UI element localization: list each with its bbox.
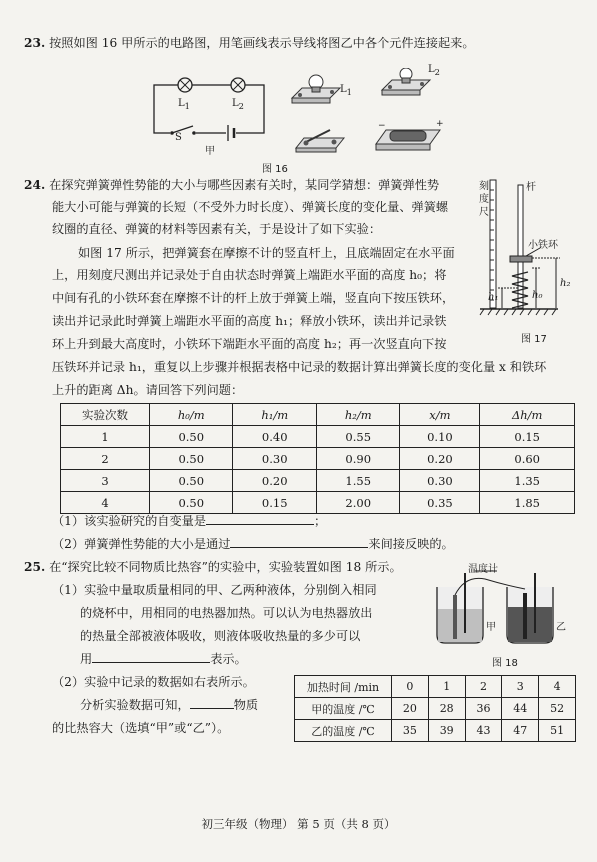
q25-number: 25. xyxy=(24,560,46,574)
fig16-caption: 图 16 xyxy=(262,164,288,175)
beaker-jia-label: 甲 xyxy=(486,622,496,633)
beaker-yi-label: 乙 xyxy=(556,622,566,633)
answer-blank-3[interactable] xyxy=(92,648,210,663)
table-header-row: 加热时间 /min 0 1 2 3 4 xyxy=(295,676,576,698)
lamp-holder-2 xyxy=(382,68,430,95)
q24-number: 24. xyxy=(24,178,46,192)
label-l1-b: $L_1$ xyxy=(340,84,352,97)
svg-text:+: + xyxy=(436,119,444,129)
table-row: 甲的温度 /℃ 20 28 36 44 52 xyxy=(295,698,576,720)
svg-text:−: − xyxy=(378,121,386,131)
components-illustration xyxy=(290,68,450,160)
lamp-l1-symbol xyxy=(178,78,192,92)
q25-data-table xyxy=(294,675,576,742)
table-row: 4 0.50 0.15 2.00 0.35 1.85 xyxy=(61,492,575,514)
q24-line-3: 如图 17 所示，把弹簧套在摩擦不计的竖直杆上，且底端固定在水平面 xyxy=(78,246,455,260)
beaker-jia xyxy=(437,573,483,643)
q24-line-6: 读出并记录此时弹簧上端距水平面的高度 h₁；释放小铁环，读出并记录铁 xyxy=(52,314,447,328)
fig17-caption: 图 17 xyxy=(521,334,547,345)
beakers-figure xyxy=(425,565,575,650)
iron-ring xyxy=(510,256,532,262)
q25-text: 25. 在“探究比较不同物质比热容”的实验中，实验装置如图 18 所示。 xyxy=(24,560,402,574)
spring xyxy=(512,272,528,308)
q23-text xyxy=(24,32,475,55)
label-jia: 甲 xyxy=(205,146,215,157)
table-row: 乙的温度 /℃ 35 39 43 47 51 xyxy=(295,720,576,742)
circuit-diagram xyxy=(140,75,280,150)
q24-line-2: 纹圈的直径、弹簧的材料等因素有关，于是设计了如下实验： xyxy=(52,222,382,236)
table-row: 3 0.50 0.20 1.55 0.30 1.35 xyxy=(61,470,575,492)
q24-line-8: 压铁环并记录 h₁，重复以上步骤并根据表格中记录的数据计算出弹簧长度的变化量 x 和铁环 xyxy=(52,360,547,374)
q25-sub1-line-1: 的烧杯中，用相同的电热器加热。可以认为电热器放出 xyxy=(80,606,373,620)
h1-label: h₁ xyxy=(488,292,499,303)
rod-label: 杆 xyxy=(526,182,536,193)
q24-line-7: 环上升到最大高度时，小铁环下端距水平面的高度 h₂；再一次竖直向下按 xyxy=(52,337,447,351)
beaker-yi xyxy=(507,573,553,643)
q24-line-0: 24. 在探究弹簧弹性势能的大小与哪些因素有关时，某同学猜想：弹簧弹性势 xyxy=(24,178,440,192)
lamp-holder-1 xyxy=(292,75,340,103)
table-row: 1 0.50 0.40 0.55 0.10 0.15 xyxy=(61,426,575,448)
q23-stem: 按照如图 16 甲所示的电路图，用笔画线表示导线将图乙中各个元件连接起来。 xyxy=(49,36,475,50)
q24-sub1: （1）该实验研究的自变量是 ； xyxy=(52,510,326,533)
ruler-label: 刻度尺 xyxy=(479,181,489,218)
label-l2-b: $L_2$ xyxy=(428,64,440,77)
page-footer: 初三年级（物理） 第 5 页（共 8 页） xyxy=(201,817,396,831)
q25-sub1-line-2: 的热量全部被液体吸收，则液体吸收热量的多少可以 xyxy=(80,629,361,643)
answer-blank-4[interactable] xyxy=(190,694,234,709)
q25-sub1-line-3: 用 表示。 xyxy=(80,648,247,671)
thermometer-label: 温度计 xyxy=(468,564,498,575)
q24-line-4: 上，用刻度尺测出并记录处于自由状态时弹簧上端距水平面的高度 h₀；将 xyxy=(52,268,447,282)
lamp-l2-symbol xyxy=(231,78,245,92)
q25-sub1-line-0: （1）实验中量取质量相同的甲、乙两种液体，分别倒入相同 xyxy=(52,583,377,597)
q24-sub2: （2）弹簧弹性势能的大小是通过 来间接反映的。 xyxy=(52,533,454,556)
ruler xyxy=(488,180,499,308)
q25-sub2-line-1: 分析实验数据可知， 物质 xyxy=(80,694,258,717)
q25-sub2-line-2: 的比热容大（选填“甲”或“乙”）。 xyxy=(52,721,230,735)
fig18-caption: 图 18 xyxy=(492,658,518,669)
q24-line-1: 能大小可能与弹簧的长短（不受外力时长度）、弹簧长度的变化量、弹簧螺 xyxy=(52,200,449,214)
knife-switch xyxy=(296,130,344,152)
table-row: 2 0.50 0.30 0.90 0.20 0.60 xyxy=(61,448,575,470)
answer-blank-1[interactable] xyxy=(206,510,314,525)
q25-sub2-line-0: （2）实验中记录的数据如右表所示。 xyxy=(52,675,255,689)
h0-label: h₀ xyxy=(532,290,543,301)
q23-number: 23. xyxy=(24,36,46,50)
q24-line-5: 中间有孔的小铁环套在摩擦不计的杆上放于弹簧上端，竖直向下按压铁环， xyxy=(52,291,455,305)
label-l2: $L_2$ xyxy=(232,98,244,111)
label-s: S xyxy=(175,132,182,143)
answer-blank-2[interactable] xyxy=(230,533,368,548)
label-l1: $L_1$ xyxy=(178,98,190,111)
q24-line-9: 上升的距离 Δh。请回答下列问题： xyxy=(52,383,244,397)
table-header-row: 实验次数 h₀/m h₁/m h₂/m x/m Δh/m xyxy=(61,404,575,426)
q24-data-table xyxy=(60,403,575,514)
h2-label: h₂ xyxy=(560,278,571,289)
ring-label: 小铁环 xyxy=(528,240,558,251)
battery-box xyxy=(376,119,444,150)
